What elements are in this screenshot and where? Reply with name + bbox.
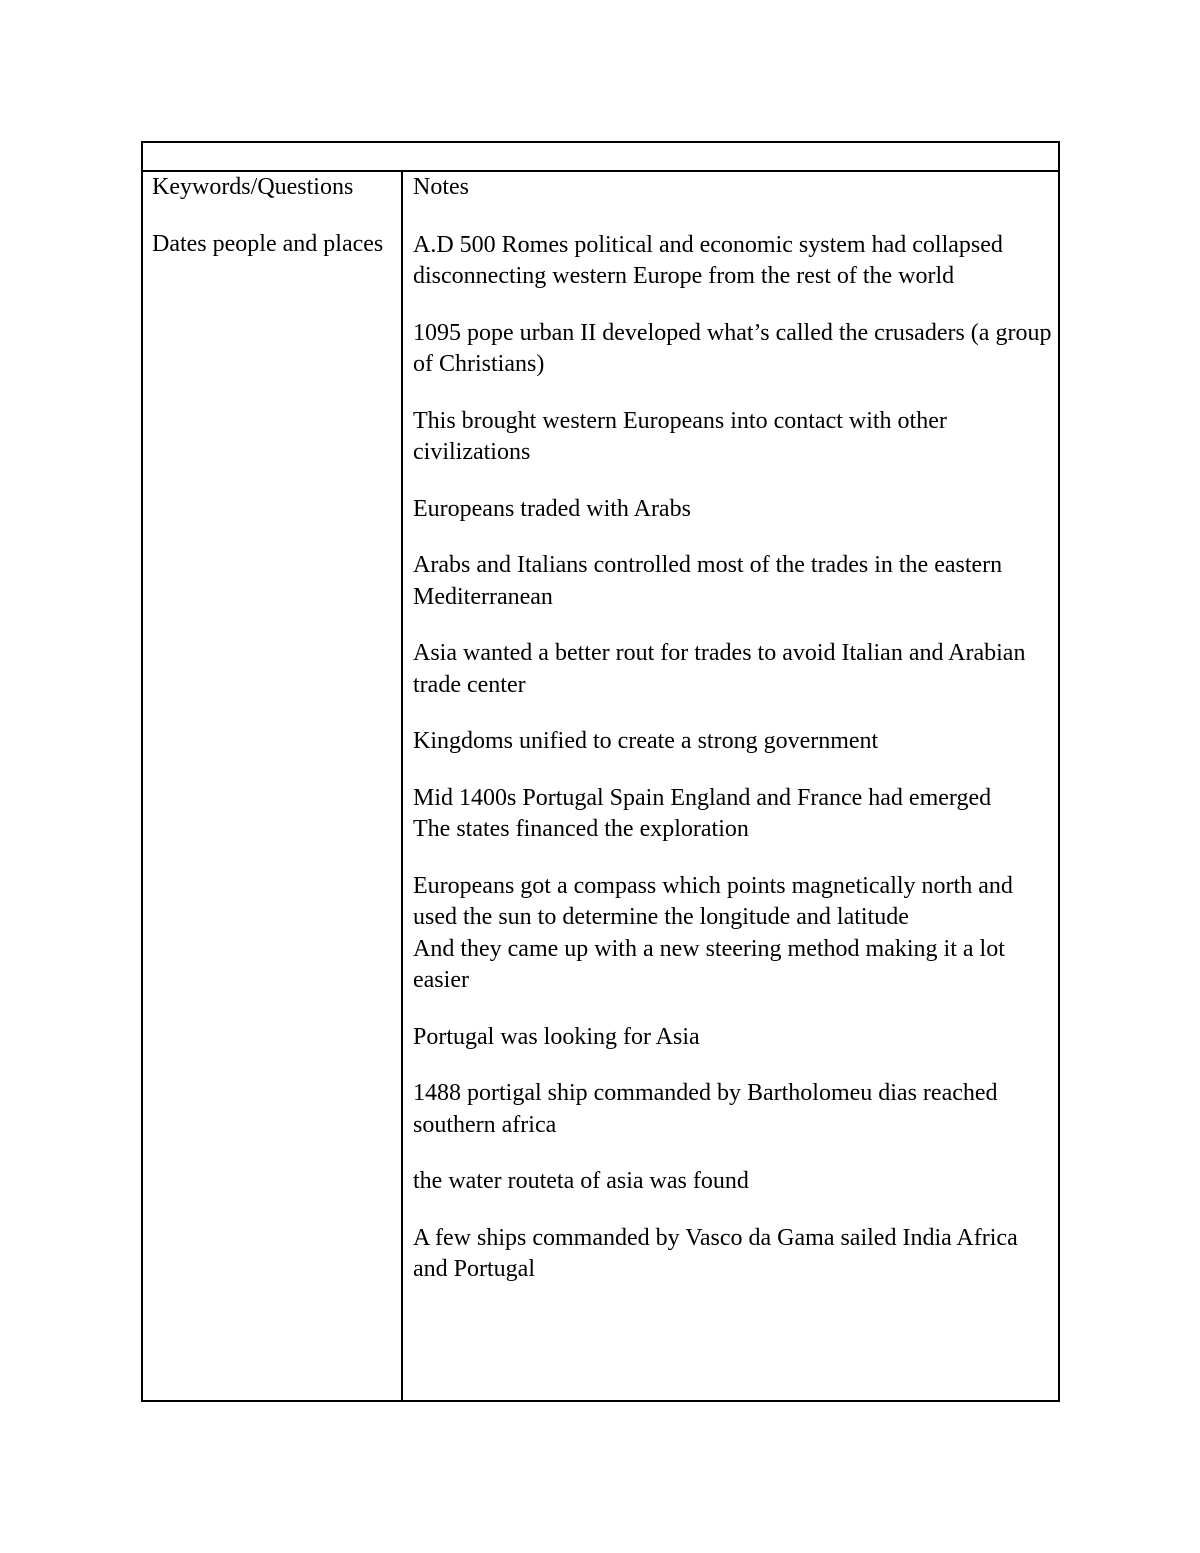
note-paragraph: A.D 500 Romes political and economic system had collapsed disconnecting western Europe from the rest of the world	[413, 231, 1003, 289]
note-paragraph: Asia wanted a better rout for trades to avoid Italian and Arabian trade center	[413, 640, 1026, 698]
cornell-notes-table	[141, 141, 1060, 1402]
keywords-heading: Keywords/Questions	[152, 174, 354, 200]
note-paragraph: Portugal was looking for Asia	[413, 1023, 700, 1050]
note-paragraph: 1095 pope urban II developed what’s called the crusaders (a group of Christians)	[413, 319, 1052, 377]
notes-column	[413, 172, 1053, 1311]
note-paragraph: This brought western Europeans into contact with other civilizations	[413, 407, 947, 465]
column-divider	[401, 170, 403, 1400]
table-header-row	[143, 143, 1058, 172]
note-paragraph: Arabs and Italians controlled most of the trades in the eastern Mediterranean	[413, 552, 1003, 610]
keywords-column	[152, 172, 392, 260]
note-paragraph: A few ships commanded by Vasco da Gama sailed India Africa and Portugal	[413, 1224, 1018, 1282]
note-paragraph: the water routeta of asia was found	[413, 1168, 749, 1194]
note-paragraph: Mid 1400s Portugal Spain England and France had emerged The states financed the exploration	[413, 784, 992, 842]
note-paragraph: Europeans got a compass which points magnetically north and used the sun to determine the longitude and latitude And they came up with a new steering method making it a lot easier	[413, 872, 1013, 993]
notes-heading: Notes	[413, 174, 469, 200]
note-paragraph: Europeans traded with Arabs	[413, 495, 691, 522]
keyword-item: Dates people and places	[152, 231, 384, 257]
note-paragraph: 1488 portigal ship commanded by Bartholomeu dias reached southern africa	[413, 1080, 998, 1138]
note-paragraph: Kingdoms unified to create a strong government	[413, 728, 879, 754]
